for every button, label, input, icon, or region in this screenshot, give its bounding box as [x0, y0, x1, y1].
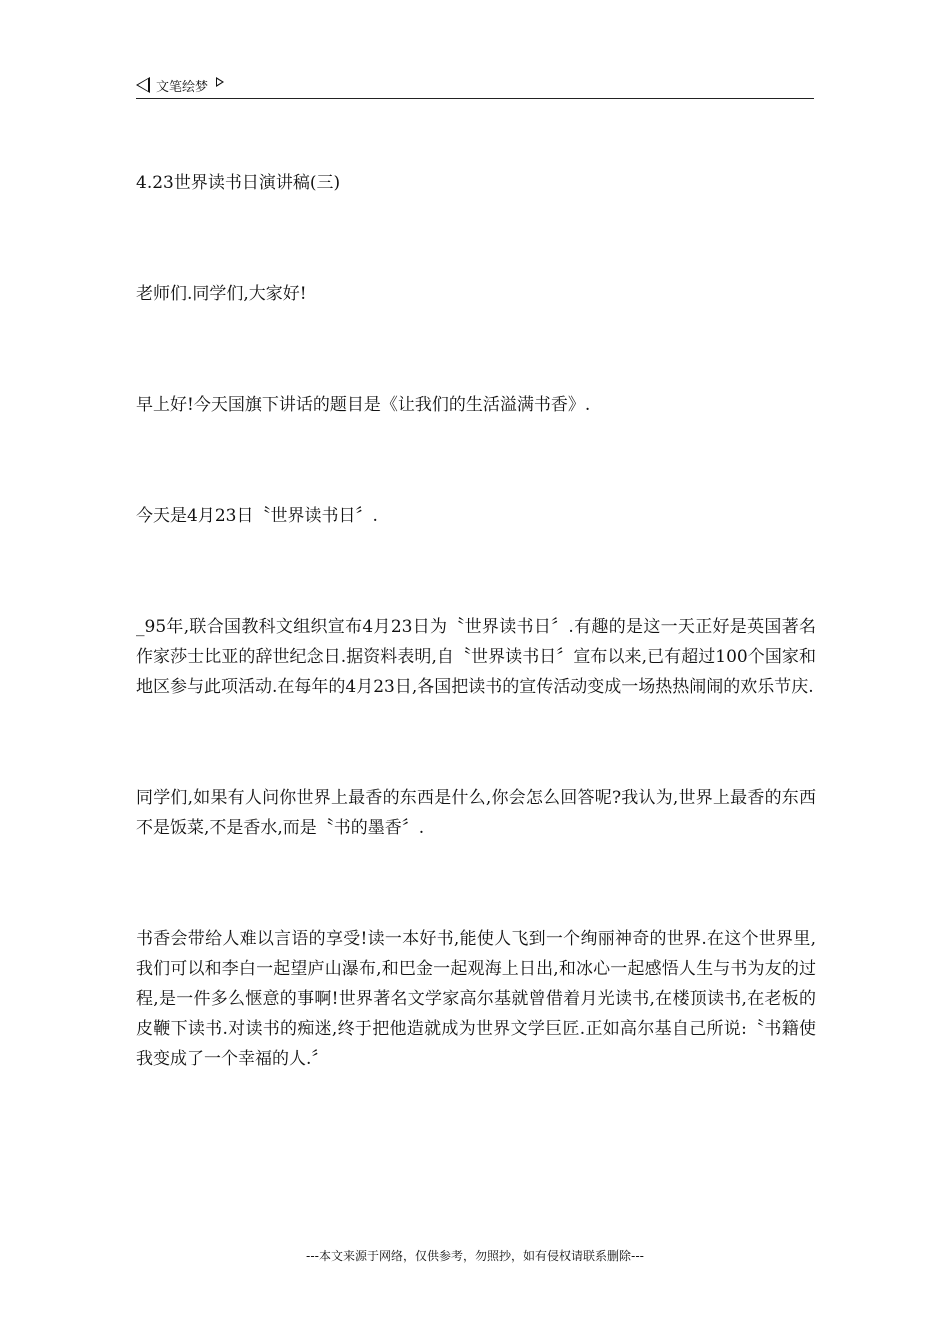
paragraph-topic: 早上好!今天国旗下讲话的题目是《让我们的生活溢满书香》. [136, 395, 591, 415]
paragraph-history: _95年,联合国教科文组织宣布4月23日为〝世界读书日〞.有趣的是这一天正好是英国著名作家莎士比亚的辞世纪念日.据资料表明,自〝世界读书日〞宣布以来,已有超过100个国家和地区参与此项活动.在每年的4月23日,各国把读书的宣传活动变成一场热热闹闹的欢乐节庆. [136, 617, 816, 697]
page-header [136, 74, 814, 99]
document-title: 4.23世界读书日演讲稿(三) [136, 173, 341, 193]
document-body [136, 168, 816, 1074]
header-inner [136, 74, 814, 96]
paragraph-enjoyment: 书香会带给人难以言语的享受!读一本好书,能使人飞到一个绚丽神奇的世界.在这个世界里,我们可以和李白一起望庐山瀑布,和巴金一起观海上日出,和冰心一起感悟人生与书为友的过程,是一件多么惬意的事啊!世界著名文学家高尔基就曾借着月光读书,在楼顶读书,在老板的皮鞭下读书.对读书的痴迷,终于把他造就成为世界文学巨匠.正如高尔基自己所说:〝书籍使我变成了一个幸福的人.〞 [136, 929, 816, 1069]
triangle-right-icon [216, 77, 224, 87]
page-footer: ---本文来源于网络，仅供参考，勿照抄，如有侵权请联系删除--- [306, 1249, 644, 1263]
triangle-left-icon [136, 77, 150, 93]
paragraph-question: 同学们,如果有人问你世界上最香的东西是什么,你会怎么回答呢?我认为,世界上最香的东西不是饭菜,不是香水,而是〝书的墨香〞. [136, 788, 816, 838]
header-title: 文笔绘梦 [156, 79, 209, 95]
paragraph-greeting: 老师们.同学们,大家好! [136, 284, 307, 304]
paragraph-date: 今天是4月23日〝世界读书日〞. [136, 506, 378, 526]
